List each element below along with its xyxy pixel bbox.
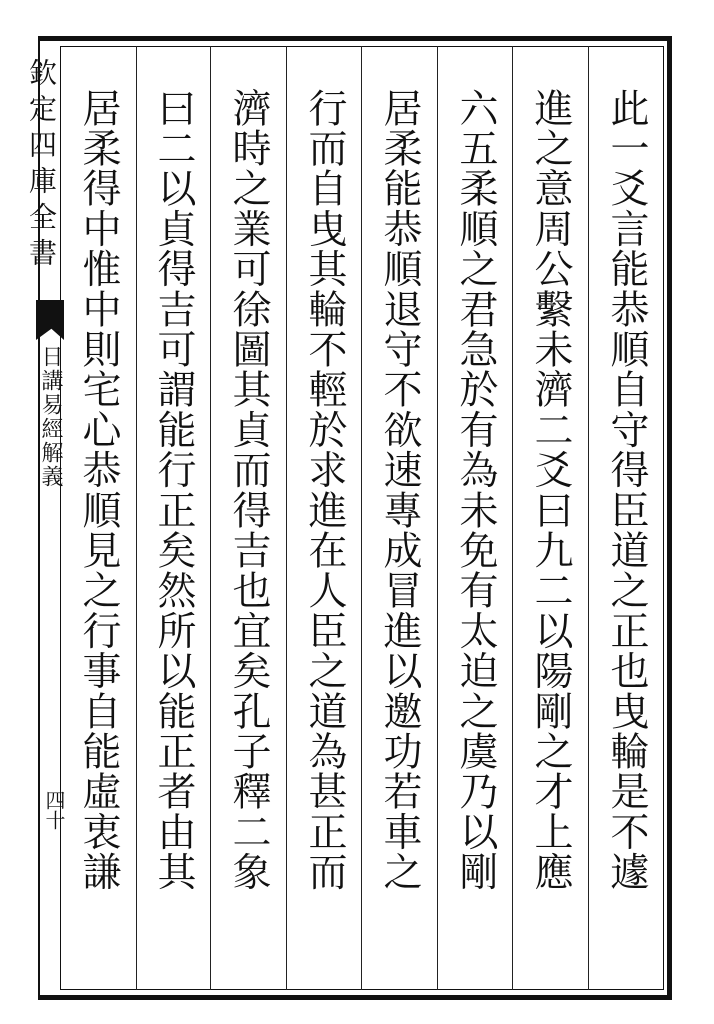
text-column-1: 此一爻言能恭順自守得臣道之正也曳輪是不遽 <box>604 88 649 892</box>
text-column-5: 行而自曳其輪不輕於求進在人臣之道為甚正而 <box>302 88 347 892</box>
column-rule <box>286 46 287 990</box>
text-column-2: 進之意周公繫未濟二爻曰九二以陽剛之才上應 <box>528 88 573 892</box>
column-rule <box>588 46 589 990</box>
column-rule <box>512 46 513 990</box>
text-column-4: 居柔能恭順退守不欲速專成冒進以邀功若車之 <box>377 88 422 892</box>
text-column-3: 六五柔順之君急於有為未免有太迫之虞乃以剛 <box>453 88 498 892</box>
text-column-7: 曰二以貞得吉可謂能行正矣然所以能正者由其 <box>151 88 196 892</box>
column-rule <box>210 46 211 990</box>
column-rule <box>437 46 438 990</box>
text-column-8: 居柔得中惟中則宅心恭順見之行事自能虛衷謙 <box>76 88 121 892</box>
column-rule <box>136 46 137 990</box>
section-title: 日講易經解義 <box>38 345 63 489</box>
book-title: 欽定四庫全書 <box>25 58 58 274</box>
text-column-6: 濟時之業可徐圖其貞而得吉也宜矣孔子釋二象 <box>226 88 271 892</box>
page-number: 四十 <box>42 790 66 830</box>
column-rule <box>361 46 362 990</box>
